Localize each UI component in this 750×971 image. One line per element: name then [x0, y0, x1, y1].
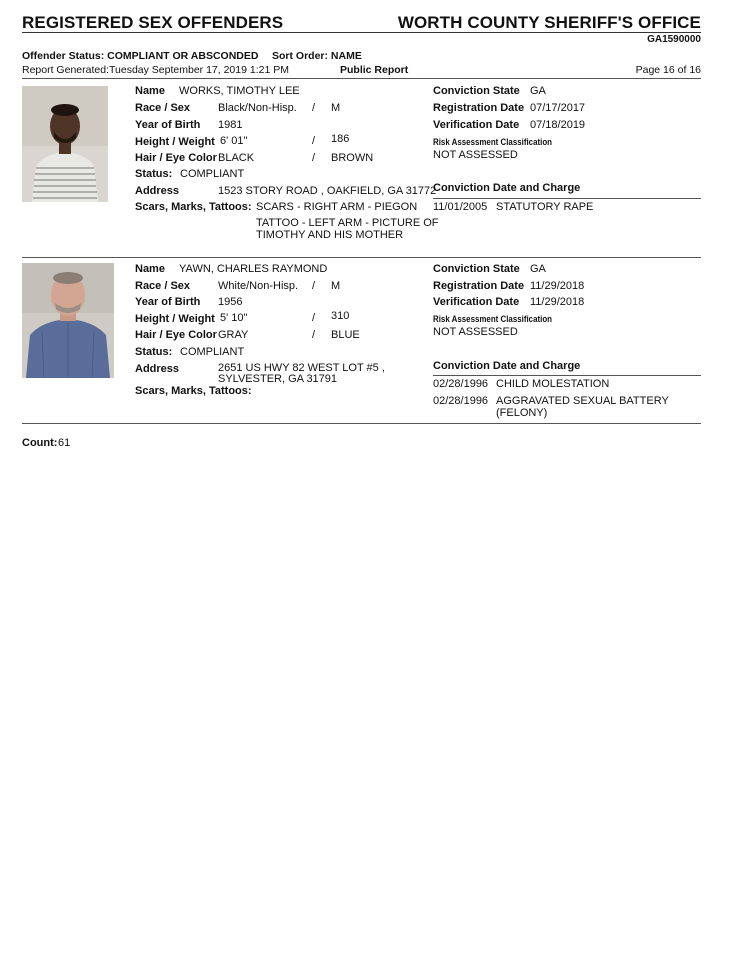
race-value: Black/Non-Hisp. — [218, 102, 297, 114]
scars-line-1: SCARS - RIGHT ARM - PIEGON — [256, 201, 418, 213]
conviction-divider — [433, 375, 701, 376]
registration-date-label: Registration Date — [433, 280, 525, 292]
race-sex-label: Race / Sex — [135, 102, 191, 114]
scars-label: Scars, Marks, Tattoos: — [135, 385, 252, 397]
conviction-divider — [433, 198, 701, 199]
conviction-date: 02/28/1996 — [433, 378, 489, 390]
race-sex-label: Race / Sex — [135, 280, 191, 292]
slash: / — [312, 280, 316, 292]
name-label: Name — [135, 263, 165, 275]
record-divider — [22, 257, 701, 258]
conviction-charge-line-2: (FELONY) — [496, 407, 548, 419]
report-title: REGISTERED SEX OFFENDERS — [22, 13, 284, 32]
scars-line-3: TIMOTHY AND HIS MOTHER — [256, 229, 404, 241]
risk-classification-label: Risk Assessment Classification — [433, 137, 553, 147]
slash: / — [312, 102, 316, 114]
offender-status-filter: Offender Status: COMPLIANT OR ABSCONDED — [22, 50, 259, 62]
registration-date-value: 07/17/2017 — [530, 102, 586, 114]
address-line-1: 1523 STORY ROAD , OAKFIELD, GA 31772 — [218, 185, 437, 197]
status-label: Status: — [135, 346, 173, 358]
height-value: 6' 01" — [220, 135, 248, 147]
risk-classification-value: NOT ASSESSED — [433, 326, 518, 338]
hair-eye-label: Hair / Eye Color — [135, 152, 217, 164]
mugshot-image — [22, 86, 108, 202]
conviction-charge: AGGRAVATED SEXUAL BATTERY — [496, 395, 669, 407]
conviction-state-label: Conviction State — [433, 85, 520, 97]
weight-value: 310 — [331, 310, 350, 322]
verification-date-value: 07/18/2019 — [530, 119, 586, 131]
mugshot-image — [22, 263, 114, 378]
public-report-label: Public Report — [340, 64, 409, 76]
subheader-divider — [22, 78, 701, 79]
conviction-date-charge-label: Conviction Date and Charge — [433, 182, 581, 194]
registration-date-value: 11/29/2018 — [530, 280, 585, 292]
status-label: Status: — [135, 168, 173, 180]
header-divider — [22, 32, 701, 33]
sex-value: M — [331, 280, 341, 292]
slash: / — [312, 152, 316, 164]
verification-date-label: Verification Date — [433, 119, 520, 131]
sort-order: Sort Order: NAME — [272, 50, 362, 62]
conviction-charge: CHILD MOLESTATION — [496, 378, 610, 390]
conviction-state-value: GA — [530, 263, 546, 275]
year-of-birth-value: 1981 — [218, 119, 243, 131]
count-value: 61 — [58, 437, 71, 449]
status-value: COMPLIANT — [180, 168, 245, 180]
scars-line-2: TATTOO - LEFT ARM - PICTURE OF — [256, 217, 439, 229]
address-line-2: SYLVESTER, GA 31791 — [218, 373, 338, 385]
hair-value: BLACK — [218, 152, 255, 164]
conviction-charge: STATUTORY RAPE — [496, 201, 594, 213]
agency-name: WORTH COUNTY SHERIFF'S OFFICE — [397, 13, 701, 32]
conviction-state-label: Conviction State — [433, 263, 520, 275]
record-divider — [22, 423, 701, 424]
eye-value: BLUE — [331, 329, 360, 341]
slash: / — [312, 329, 316, 341]
hair-eye-label: Hair / Eye Color — [135, 329, 217, 341]
offender-name: YAWN, CHARLES RAYMOND — [179, 263, 328, 275]
sex-value: M — [331, 102, 341, 114]
conviction-date-charge-label: Conviction Date and Charge — [433, 360, 581, 372]
name-label: Name — [135, 85, 165, 97]
conviction-state-value: GA — [530, 85, 546, 97]
offender-photo — [22, 263, 114, 378]
year-of-birth-value: 1956 — [218, 296, 243, 308]
report-generated-value: Tuesday September 17, 2019 1:21 PM — [109, 64, 289, 76]
status-value: COMPLIANT — [180, 346, 245, 358]
scars-label: Scars, Marks, Tattoos: — [135, 201, 252, 213]
conviction-date: 11/01/2005 — [433, 201, 488, 213]
slash: / — [312, 135, 316, 147]
count-label: Count: — [22, 437, 58, 449]
offender-photo — [22, 86, 108, 202]
page-number: Page 16 of 16 — [635, 64, 701, 76]
address-label: Address — [135, 185, 180, 197]
offender-name: WORKS, TIMOTHY LEE — [179, 85, 300, 97]
year-of-birth-label: Year of Birth — [135, 296, 201, 308]
height-weight-label: Height / Weight — [135, 313, 215, 325]
risk-classification-value: NOT ASSESSED — [433, 149, 518, 161]
height-weight-label: Height / Weight — [135, 136, 215, 148]
race-value: White/Non-Hisp. — [218, 280, 299, 292]
conviction-date: 02/28/1996 — [433, 395, 489, 407]
risk-classification-label: Risk Assessment Classification — [433, 314, 553, 324]
slash: / — [312, 312, 316, 324]
verification-date-value: 11/29/2018 — [530, 296, 585, 308]
agency-id: GA1590000 — [647, 34, 701, 45]
eye-value: BROWN — [331, 152, 374, 164]
hair-value: GRAY — [218, 329, 249, 341]
weight-value: 186 — [331, 133, 350, 145]
height-value: 5' 10" — [220, 312, 248, 324]
verification-date-label: Verification Date — [433, 296, 520, 308]
report-generated-label: Report Generated: — [22, 64, 109, 76]
year-of-birth-label: Year of Birth — [135, 119, 201, 131]
address-label: Address — [135, 363, 180, 375]
address-line-1: 2651 US HWY 82 WEST LOT #5 , — [218, 362, 385, 374]
registration-date-label: Registration Date — [433, 102, 525, 114]
